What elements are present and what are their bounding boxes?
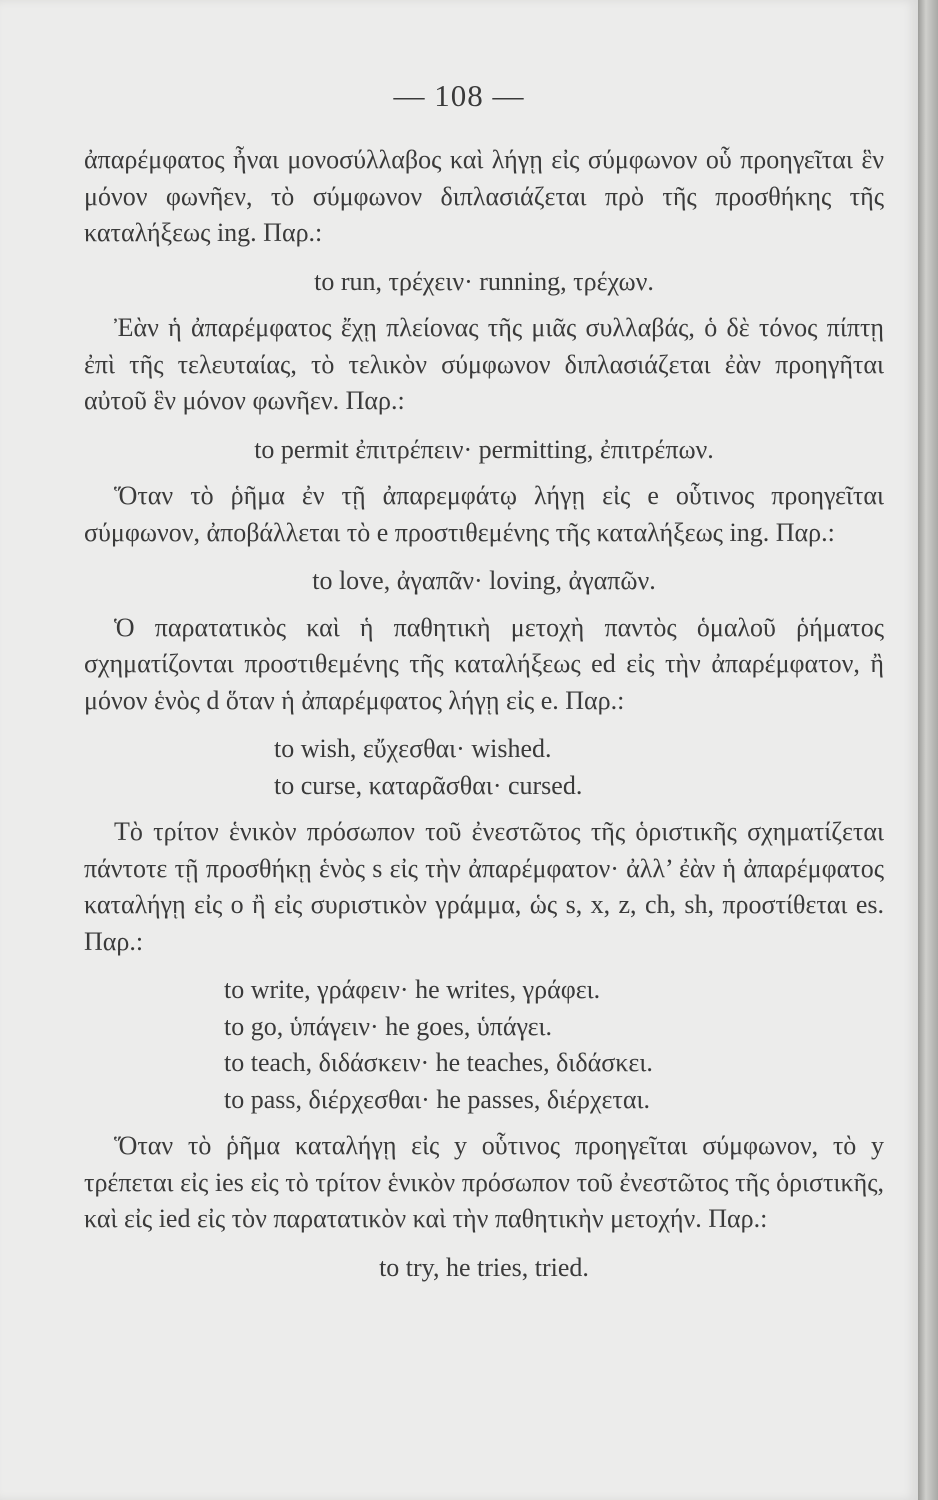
example-pass: to pass, διέρχεσθαι· he passes, διέρχεται. xyxy=(224,1084,650,1114)
example-wish: to wish, εὔχεσθαι· wished. xyxy=(274,734,552,763)
paragraph-1: ἀπαρέμφατος ἦναι μονοσύλλαβος καὶ λήγῃ εἰς σύμφωνον οὗ προηγεῖται ἓν μόνον φωνῆεν, τὸ σύμφωνον διπλασιάζεται πρὸ τῆς προσθήκης τῆς καταλήξεως ing. Παρ.: xyxy=(84,145,884,247)
page-edge xyxy=(918,0,938,1500)
example-permit: to permit ἐπιτρέπειν· permitting, ἐπιτρέπων. xyxy=(254,434,714,464)
example-curse: to curse, καταρᾶσθαι· cursed. xyxy=(274,770,583,800)
example-go: to go, ὑπάγειν· he goes, ὑπάγει. xyxy=(224,1011,552,1041)
paragraph-4: Ὁ παρατατικὸς καὶ ἡ παθητικὴ μετοχὴ παντὸς ὁμαλοῦ ῥήματος σχηματίζονται προστιθεμένης τῆς καταλήξεως ed εἰς τὴν ἀπαρέμφατον, ἢ μόνον ἑνὸς d ὅταν ἡ ἀπαρέμφατος λήγῃ εἰς e. Παρ.: xyxy=(84,612,884,715)
example-teach: to teach, διδάσκειν· he teaches, διδάσκει. xyxy=(224,1048,653,1077)
page-body xyxy=(84,142,884,1296)
example-write: to write, γράφειν· he writes, γράφει. xyxy=(224,975,601,1004)
page-number: — 108 — xyxy=(393,78,525,113)
paragraph-5: Τὸ τρίτον ἑνικὸν πρόσωπον τοῦ ἐνεστῶτος τῆς ὁριστικῆς σχηματίζεται πάντοτε τῇ προσθήκῃ ἑνὸς s εἰς τὴν ἀπαρέμφατον· ἀλλ’ ἐὰν ἡ ἀπαρέμφατος καταλήγῃ εἰς o ἢ εἰς συριστικὸν γράμμα, ὡς s, x, z, ch, sh, προστίθεται es. Παρ.: xyxy=(84,817,884,956)
paragraph-2: Ἐὰν ἡ ἀπαρέμφατος ἔχῃ πλείονας τῆς μιᾶς συλλαβάς, ὁ δὲ τόνος πίπτῃ ἐπὶ τῆς τελευταίας, τὸ τελικὸν σύμφωνον διπλασιάζεται ἐὰν προηγῆται αὐτοῦ ἓν μόνον φωνῆεν. Παρ.: xyxy=(84,313,884,415)
example-try: to try, he tries, tried. xyxy=(379,1252,589,1282)
example-block-ed xyxy=(274,731,884,804)
example-block-s xyxy=(224,972,884,1118)
paragraph-3: Ὅταν τὸ ῥῆμα ἐν τῇ ἀπαρεμφάτῳ λήγῃ εἰς e οὗτινος προηγεῖται σύμφωνον, ἀποβάλλεται τὸ e προστιθεμένης τῆς καταλήξεως ing. Παρ.: xyxy=(84,481,884,547)
example-run: to run, τρέχειν· running, τρέχων. xyxy=(314,266,654,296)
example-love: to love, ἀγαπᾶν· loving, ἀγαπῶν. xyxy=(312,566,656,595)
paragraph-6: Ὅταν τὸ ῥῆμα καταλήγῃ εἰς y οὗτινος προηγεῖται σύμφωνον, τὸ y τρέπεται εἰς ies εἰς τὸ τρίτον ἑνικὸν πρόσωπον τοῦ ἐνεστῶτος τῆς ὁριστικῆς, καὶ εἰς ied εἰς τὸν παρατατικὸν καὶ τὴν παθητικὴν μετοχήν. Παρ.: xyxy=(84,1131,884,1233)
